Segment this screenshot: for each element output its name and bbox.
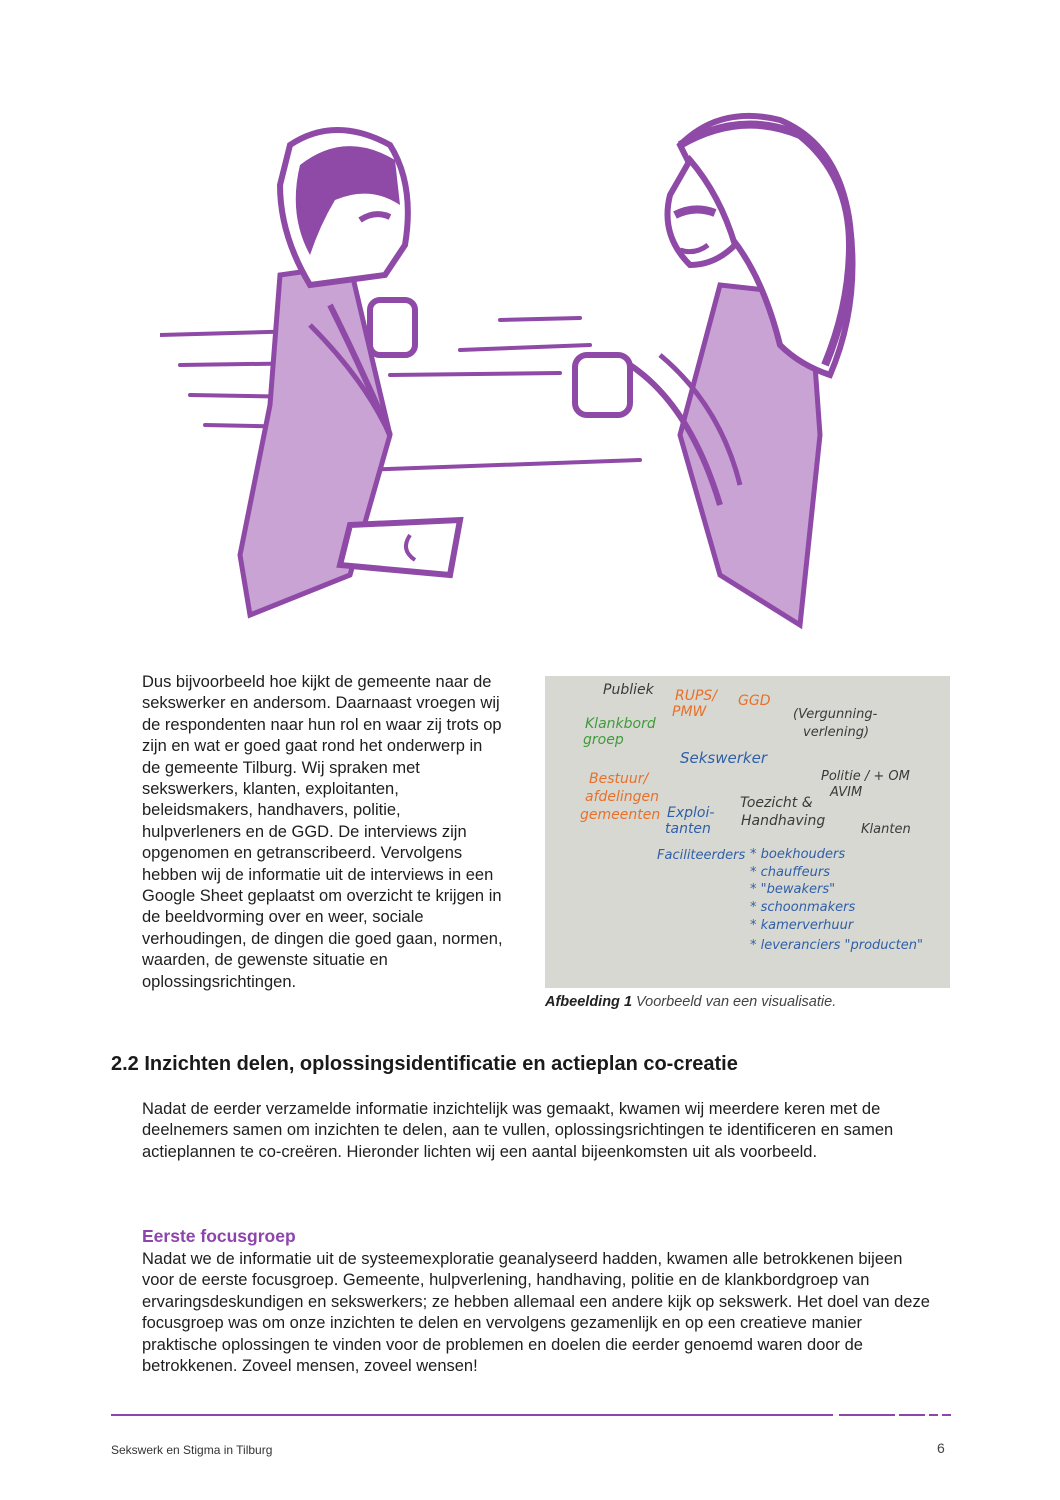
note-tanten: tanten — [665, 821, 711, 837]
note-politie: Politie / + OM — [821, 769, 910, 784]
footer-title: Sekswerk en Stigma in Tilburg — [111, 1443, 273, 1457]
section-body: Nadat de eerder verzamelde informatie inzichtelijk was gemaakt, kwamen wij meerdere keren met de deelnemers samen om inzichten te delen, aan te vullen, oplossingsrichtingen te identificeren en samen actieplannen te co-creëren. Hieronder lichten wij een aantal bijeenkomsten uit als voorbeeld. — [142, 1100, 894, 1161]
illustration-two-women-coffee — [160, 105, 880, 630]
note-publiek: Publiek — [603, 682, 654, 698]
right-woman-figure — [575, 116, 853, 625]
page-number: 6 — [937, 1440, 945, 1456]
note-klankbord: Klankbord — [585, 716, 656, 732]
note-ggd: GGD — [738, 693, 771, 709]
intro-text-column — [142, 672, 504, 993]
note-list-3: * schoonmakers — [750, 900, 856, 915]
photo-caption — [545, 994, 836, 1010]
note-exploi: Exploi- — [667, 805, 715, 821]
note-sekswerker: Sekswerker — [680, 749, 767, 767]
note-faciliteerders: Faciliteerders — [657, 848, 746, 863]
note-verlening: verlening) — [803, 725, 870, 740]
note-avim: AVIM — [830, 785, 863, 800]
section-heading: 2.2 Inzichten delen, oplossingsidentificatie en actieplan co-creatie — [111, 1053, 738, 1075]
left-woman-figure — [240, 130, 460, 615]
note-list-1: * chauffeurs — [750, 865, 830, 880]
intro-paragraph: Dus bijvoorbeeld hoe kijkt de gemeente naar de sekswerker en andersom. Daarnaast vroegen wij de respondenten naar hun rol en waar zij trots op zijn en wat er goed gaat rond het onderwerp in de gemeente Tilburg. Wij spraken met sekswerkers, klanten, exploitanten, beleidsmakers, handhavers, politie, hulpverleners en de GGD. De interviews zijn opgenomen en getranscribeerd. Vervolgens hebben wij de informatie uit de interviews in een Google Sheet geplaatst om overzicht te krijgen in de beeldvorming over en weer, sociale verhoudingen, de dingen die goed gaan, normen, waarden, de gewenste situatie en oplossingsrichtingen. — [142, 673, 503, 991]
whiteboard-photo — [545, 676, 950, 988]
subsection-heading: Eerste focusgroep — [142, 1226, 296, 1246]
note-list-0: * boekhouders — [750, 847, 846, 862]
note-list-2: * "bewakers" — [750, 882, 836, 897]
note-groep: groep — [583, 732, 624, 748]
note-vergunning: (Vergunning- — [793, 707, 878, 722]
note-toezicht: Toezicht & — [740, 795, 813, 811]
note-handhaving: Handhaving — [741, 813, 826, 829]
note-klanten: Klanten — [861, 822, 911, 837]
note-afdelingen: afdelingen — [585, 789, 660, 805]
note-gemeenten: gemeenten — [580, 807, 661, 823]
caption-text: Voorbeeld van een visualisatie. — [632, 994, 837, 1010]
note-list-4: * kamerverhuur — [750, 918, 854, 933]
note-bestuur: Bestuur/ — [589, 771, 649, 787]
note-rups: RUPS/ — [675, 688, 718, 704]
subsection-body: Nadat we de informatie uit de systeemexploratie geanalyseerd hadden, kwamen alle betrokkenen bijeen voor de eerste focusgroep. Gemeente, hulpverlening, handhaving, politie en de klankbordgroep van ervaringsdeskundigen en sekswerkers; ze hebben allemaal een andere kijk op sekswerk. Het doel van deze focusgroep was om onze inzichten te delen en vervolgens gezamenlijk en op een creatieve manier praktische oplossingen te vinden voor de problemen en doelen die eerder genoemd waren door de betrokkenen. Zoveel mensen, zoveel wensen! — [142, 1250, 930, 1376]
note-list-5: * leveranciers "producten" — [750, 938, 923, 953]
caption-label: Afbeelding 1 — [545, 994, 633, 1010]
footer-divider — [111, 1413, 951, 1417]
note-pmw: PMW — [672, 704, 707, 720]
